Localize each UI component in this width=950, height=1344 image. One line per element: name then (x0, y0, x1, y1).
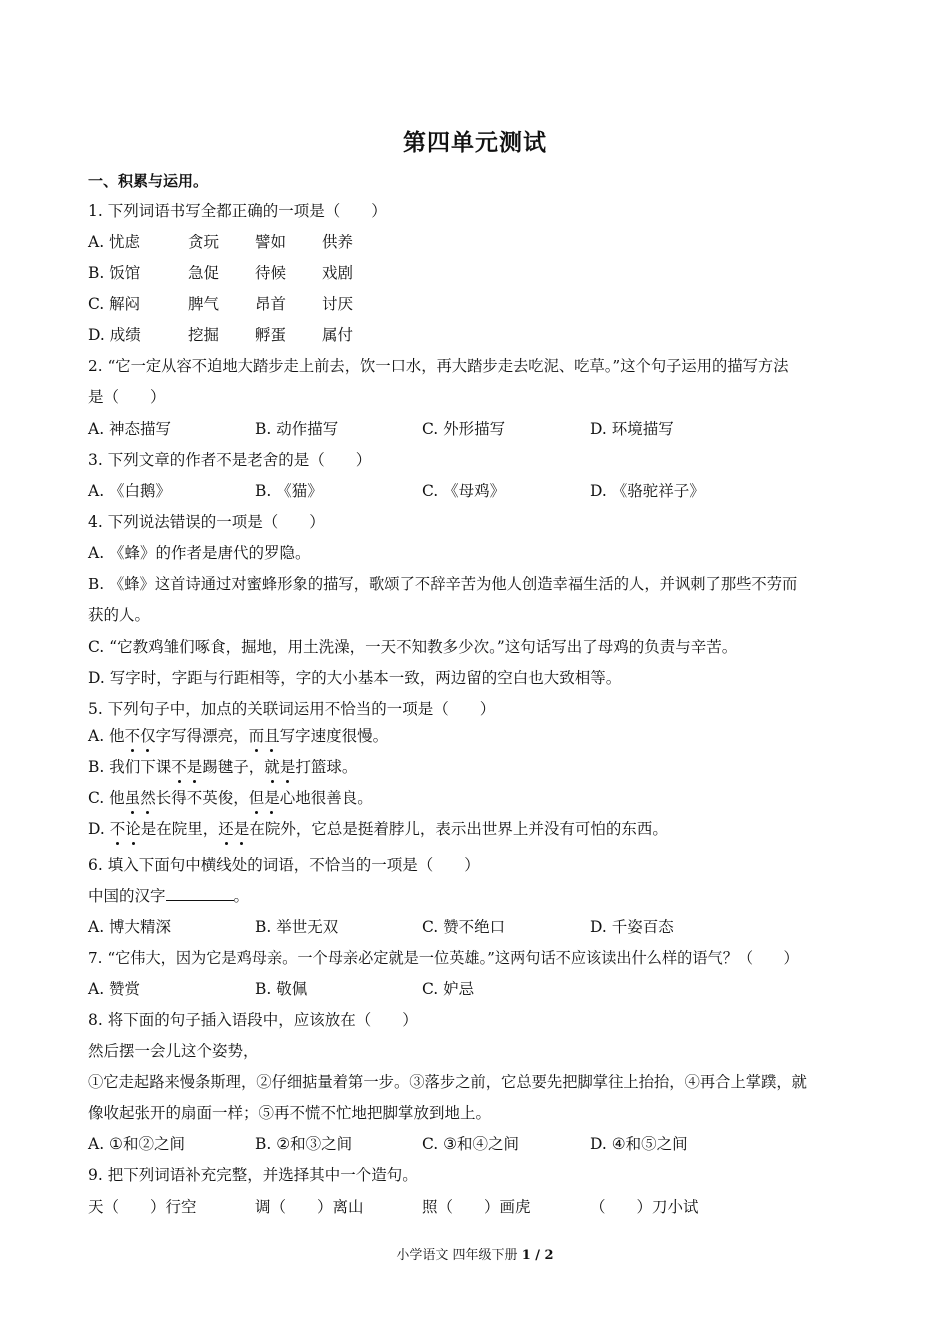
q6-sentence (88, 885, 870, 907)
q5-b-text: 踢毽子， (202, 758, 265, 776)
q4-option-d: D. 写字时，字距与行距相等，字的大小基本一致，两边留的空白也大致相等。 (88, 669, 622, 687)
q9-idiom-4: （ ）刀小试 (590, 1198, 699, 1216)
q1-b-word1: B. 饭馆 (88, 264, 141, 282)
question-9-stem: 9. 把下列词语补充完整，并选择其中一个造句。 (88, 1166, 418, 1184)
dotted-char: 就 (264, 758, 280, 776)
q6-option-c: C. 赞不绝口 (422, 918, 506, 936)
q1-b-word3: 待候 (255, 264, 287, 282)
q5-option-c (88, 787, 870, 809)
q1-b-word2: 急促 (188, 264, 220, 282)
dotted-char: 而 (248, 727, 265, 745)
page-footer (0, 1244, 950, 1263)
dotted-char: 是 (279, 758, 296, 776)
page-title: 第四单元测试 (403, 129, 547, 156)
q9-idiom-2: 调（ ）离山 (255, 1198, 364, 1216)
question-5-stem: 5. 下列句子中，加点的关联词运用不恰当的一项是（ ） (88, 700, 496, 718)
dotted-char: 是 (264, 789, 280, 807)
q3-option-b: B. 《猫》 (255, 482, 323, 500)
fill-blank-line (166, 886, 234, 901)
q3-option-d: D. 《骆驼祥子》 (590, 482, 705, 500)
q1-a-word3: 譬如 (255, 233, 287, 251)
q5-d-text: D. (88, 820, 110, 838)
q8-insert-sentence: 然后摆一会儿这个姿势， (88, 1042, 259, 1060)
q8-option-b: B. ②和③之间 (255, 1135, 353, 1153)
dotted-char: 虽 (124, 789, 141, 807)
q4-option-a: A. 《蜂》的作者是唐代的罗隐。 (88, 544, 311, 562)
q2-option-a: A. 神态描写 (88, 420, 172, 438)
q5-a-text: A. 他 (88, 727, 125, 745)
q9-idiom-3: 照（ ）画虎 (422, 1198, 531, 1216)
q1-d-word3: 孵蛋 (255, 326, 287, 344)
dotted-char: 是 (233, 820, 250, 838)
q4-option-b-cont: 获的人。 (88, 606, 151, 624)
q8-option-c: C. ③和④之间 (422, 1135, 520, 1153)
q7-option-b: B. 敬佩 (255, 980, 308, 998)
page-number: 1 / 2 (521, 1248, 554, 1263)
q4-option-b: B. 《蜂》这首诗通过对蜜蜂形象的描写，歌颂了不辞辛苦为他人创造幸福生活的人，并讽刺了那些不劳而 (88, 575, 798, 593)
q6-option-b: B. 举世无双 (255, 918, 339, 936)
q5-a-text: 字写得漂亮， (155, 727, 249, 745)
q7-option-c: C. 妒忌 (422, 980, 475, 998)
q6-sentence-text: 中国的汉字 (88, 887, 166, 905)
q5-c-text: 长得不英俊， (155, 789, 249, 807)
q5-b-text: 打篮球。 (295, 758, 358, 776)
q1-c-word1: C. 解闷 (88, 295, 141, 313)
q1-d-word4: 属付 (322, 326, 354, 344)
q5-c-text: 心地很善良。 (279, 789, 373, 807)
q8-paragraph-cont: 像收起张开的扇面一样；⑤再不慌不忙地把脚掌放到地上。 (88, 1104, 492, 1122)
q1-a-word1: A. 忧虑 (88, 233, 141, 251)
q1-a-word4: 供养 (322, 233, 354, 251)
q6-option-a: A. 博大精深 (88, 918, 172, 936)
q2-option-d: D. 环境描写 (590, 420, 674, 438)
q9-idiom-1: 天（ ）行空 (88, 1198, 197, 1216)
q2-option-b: B. 动作描写 (255, 420, 339, 438)
dotted-char: 然 (140, 789, 156, 807)
q1-c-word3: 昂首 (255, 295, 287, 313)
section-heading: 一、积累与运用。 (88, 172, 209, 190)
dotted-char: 是 (186, 758, 203, 776)
question-2-stem: 2. “它一定从容不迫地大踏步走上前去，饮一口水，再大踏步走去吃泥、吃草。”这个句子运用的描写方法 (88, 357, 789, 375)
q5-option-b (88, 756, 870, 778)
footer-subject: 小学语文 四年级下册 (396, 1248, 522, 1263)
q3-option-a: A. 《白鹅》 (88, 482, 172, 500)
q1-c-word2: 脾气 (188, 295, 220, 313)
q3-option-c: C. 《母鸡》 (422, 482, 506, 500)
question-7-stem: 7. “它伟大，因为它是鸡母亲。一个母亲必定就是一位英雄。”这两句话不应该读出什么样的语气？（ ） (88, 949, 799, 967)
dotted-char: 不 (124, 727, 141, 745)
dotted-char: 论 (125, 820, 141, 838)
q8-option-d: D. ④和⑤之间 (590, 1135, 688, 1153)
q6-option-d: D. 千姿百态 (590, 918, 674, 936)
question-3-stem: 3. 下列文章的作者不是老舍的是（ ） (88, 451, 372, 469)
q5-option-a (88, 725, 870, 747)
question-6-stem: 6. 填入下面句中横线处的词语，不恰当的一项是（ ） (88, 856, 480, 874)
q1-d-word2: 挖掘 (188, 326, 220, 344)
q1-d-word1: D. 成绩 (88, 326, 141, 344)
question-2-stem-cont: 是（ ） (88, 388, 166, 406)
dotted-char: 还 (218, 820, 234, 838)
q2-option-c: C. 外形描写 (422, 420, 506, 438)
q5-b-text: B. 我们下课 (88, 758, 172, 776)
q5-d-text: 是在院里， (140, 820, 219, 838)
question-1-stem: 1. 下列词语书写全都正确的一项是（ ） (88, 202, 387, 220)
question-4-stem: 4. 下列说法错误的一项是（ ） (88, 513, 325, 531)
dotted-char: 但 (248, 789, 265, 807)
dotted-char: 且 (264, 727, 280, 745)
q4-option-c: C. “它教鸡雏们啄食，掘地，用土洗澡，一天不知教多少次。”这句话写出了母鸡的负责与辛苦。 (88, 638, 738, 656)
q6-sentence-end: 。 (233, 887, 250, 905)
dotted-char: 不 (109, 820, 126, 838)
q5-c-text: C. 他 (88, 789, 125, 807)
q1-c-word4: 讨厌 (322, 295, 354, 313)
q5-a-text: 写字速度很慢。 (279, 727, 389, 745)
q7-option-a: A. 赞赏 (88, 980, 141, 998)
q5-d-text: 在院外，它总是挺着脖儿，表示出世界上并没有可怕的东西。 (249, 820, 668, 838)
q5-option-d (88, 818, 870, 840)
q1-a-word2: 贪玩 (188, 233, 220, 251)
q8-paragraph: ①它走起路来慢条斯理，②仔细掂量着第一步。③落步之前，它总要先把脚掌往上抬抬，④再合上掌蹼，就 (88, 1073, 807, 1091)
q8-option-a: A. ①和②之间 (88, 1135, 185, 1153)
q1-b-word4: 戏剧 (322, 264, 354, 282)
dotted-char: 不 (171, 758, 187, 776)
dotted-char: 仅 (140, 727, 156, 745)
question-8-stem: 8. 将下面的句子插入语段中，应该放在（ ） (88, 1011, 418, 1029)
